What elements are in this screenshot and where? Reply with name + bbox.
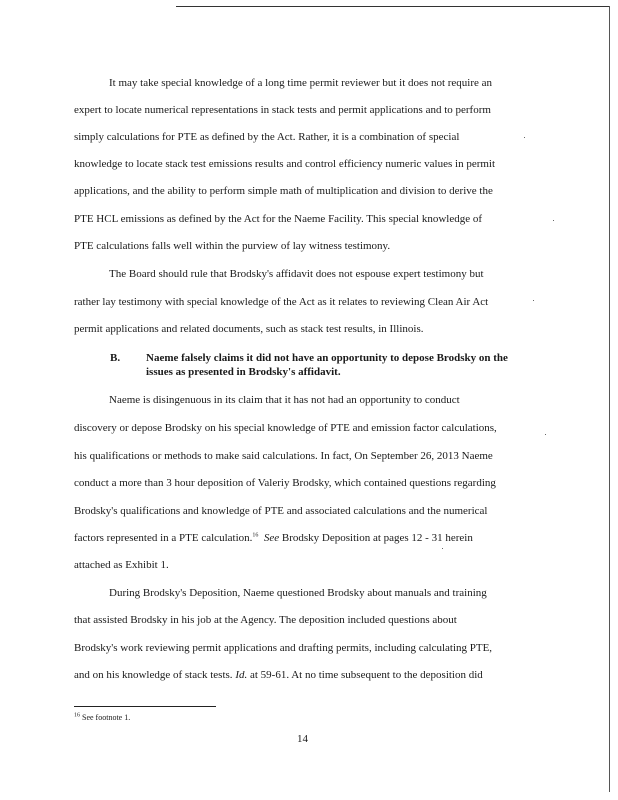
paragraph-3-line-2: discovery or depose Brodsky on his special knowledge of PTE and emission factor calculations, [74, 422, 497, 434]
top-border-line [176, 6, 610, 7]
footnote-marker: 16 [74, 712, 80, 719]
paragraph-4-line-3: Brodsky's work reviewing permit applications and drafting permits, including calculating PTE, [74, 642, 493, 654]
paragraph-3-line-6-citation: Brodsky Deposition at pages 12 - 31 herein [279, 532, 473, 544]
paragraph-1-line-2: expert to locate numerical representations in stack tests and permit applications and to perform [74, 104, 491, 116]
footnote-reference: 16 [252, 532, 259, 539]
scan-speck [524, 137, 525, 138]
section-heading-line-2: issues as presented in Brodsky's affidavit. [146, 366, 341, 378]
scan-speck [533, 300, 534, 301]
id-signal: Id. [235, 669, 248, 681]
page-number: 14 [297, 733, 308, 745]
section-heading-line-1: Naeme falsely claims it did not have an opportunity to depose Brodsky on the [146, 352, 508, 364]
scan-speck [442, 548, 443, 549]
paragraph-2-line-3: permit applications and related documents, such as stack test results, in Illinois. [74, 323, 424, 335]
paragraph-1-line-4: knowledge to locate stack test emissions results and control efficiency numeric values in permit [74, 158, 496, 170]
paragraph-2-line-2: rather lay testimony with special knowledge of the Act as it relates to reviewing Clean Air Act [74, 296, 489, 308]
paragraph-3-line-3: his qualifications or methods to make said calculations. In fact, On September 26, 2013 Naeme [74, 450, 493, 462]
paragraph-3-line-6-text: factors represented in a PTE calculation. [74, 532, 253, 544]
right-border-line [609, 6, 610, 792]
paragraph-3-line-4: conduct a more than 3 hour deposition of Valeriy Brodsky, which contained questions regarding [74, 477, 496, 489]
paragraph-3-line-5: Brodsky's qualifications and knowledge of PTE and associated calculations and the numerical [74, 505, 488, 517]
paragraph-1-line-6: PTE HCL emissions as defined by the Act for the Naeme Facility. This special knowledge of [74, 213, 483, 225]
paragraph-4-line-2: that assisted Brodsky in his job at the Agency. The deposition included questions about [74, 614, 457, 626]
paragraph-2-line-1: The Board should rule that Brodsky's affidavit does not espouse expert testimony but [109, 268, 484, 280]
footnote-separator [74, 706, 216, 707]
paragraph-3-line-1: Naeme is disingenuous in its claim that it has not had an opportunity to conduct [109, 394, 460, 406]
paragraph-1-line-7: PTE calculations falls well within the purview of lay witness testimony. [74, 240, 391, 252]
paragraph-1-line-1: It may take special knowledge of a long time permit reviewer but it does not require an [109, 77, 493, 89]
paragraph-1-line-3: simply calculations for PTE as defined by the Act. Rather, it is a combination of special [74, 131, 460, 143]
paragraph-4-line-4 [74, 669, 483, 682]
paragraph-4-line-4-text: and on his knowledge of stack tests. [74, 669, 236, 681]
paragraph-1-line-5: applications, and the ability to perform simple math of multiplication and division to derive the [74, 185, 493, 197]
paragraph-3-line-7: attached as Exhibit 1. [74, 559, 169, 571]
paragraph-4-line-4-rest: at 59-61. At no time subsequent to the deposition did [247, 669, 483, 681]
section-label: B. [110, 352, 121, 364]
footnote-text: See footnote 1. [80, 713, 131, 722]
paragraph-3-line-6 [74, 532, 473, 545]
footnote [74, 713, 130, 722]
see-signal: See [263, 532, 280, 544]
scan-speck [545, 434, 546, 435]
paragraph-4-line-1: During Brodsky's Deposition, Naeme questioned Brodsky about manuals and training [109, 587, 487, 599]
scan-speck [553, 220, 554, 221]
